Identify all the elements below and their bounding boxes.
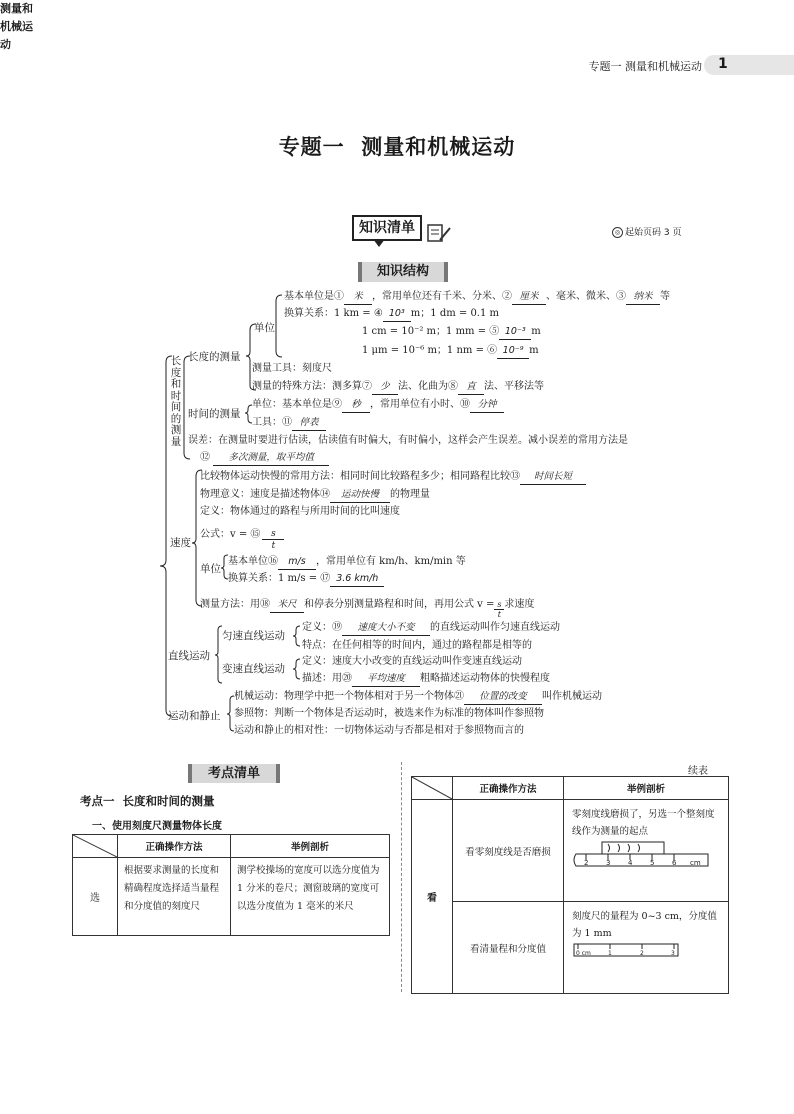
leaf-speed-compare: 比较物体运动快慢的常用方法：相同时间比较路程多少；相同路程比较⑬ 时间长短 — [200, 470, 586, 485]
corner-diagonal — [412, 777, 452, 799]
node-motion-rest: 运动和静止 — [168, 710, 221, 722]
leaf-reference-object: 参照物：判断一个物体是否运动时，被选来作为标准的物体叫作参照物 — [234, 708, 544, 719]
row-label-look: 看 — [412, 800, 453, 994]
corner-diagonal — [73, 835, 117, 857]
ruler1-tick-3: 3 — [606, 859, 611, 867]
leaf-speed-measure: 测量方法：用⑱ 米尺 和停表分别测量路程和时间，再用公式 v = s t 求速度 — [200, 599, 535, 619]
table2-header-example: 举例剖析 — [564, 777, 729, 800]
node-length-time: 长度和时间的测量 — [170, 355, 182, 448]
leaf-error-answer: ⑫ 多次测量，取平均值 — [200, 451, 329, 466]
continued-label: 续表 — [688, 766, 708, 777]
node-uniform-motion: 匀速直线运动 — [222, 630, 285, 642]
table2-r2-example: 刻度尺的量程为 0~3 cm，分度值为 1 mm — [572, 911, 717, 939]
table2-corner — [412, 777, 453, 800]
leaf-speed-meaning: 物理意义：速度是描述物体⑭ 运动快慢 的物理量 — [200, 488, 430, 503]
table-ruler-select — [72, 834, 390, 936]
node-time-measure: 时间的测量 — [188, 408, 241, 420]
leaf-variable-definition: 定义：速度大小改变的直线运动叫作变速直线运动 — [302, 656, 522, 667]
table-cell-method: 根据要求测量的长度和精确程度选择适当量程和分度值的刻度尺 — [118, 858, 231, 936]
worn-ruler-figure — [572, 840, 712, 874]
knowledge-list-badge: 知识清单 — [352, 215, 422, 241]
leaf-mechanical-motion: 机械运动：物理学中把一个物体相对于另一个物体㉑ 位置的改变 叫作机械运动 — [234, 690, 602, 705]
subsection-heading: 一、使用刻度尺测量物体长度 — [92, 821, 222, 832]
page-reference: ◎ 起始页码 3 页 — [612, 225, 681, 238]
range-ruler-figure — [572, 942, 702, 962]
leaf-relativity: 运动和静止的相对性：一切物体运动与否都是相对于参照物而言的 — [234, 725, 524, 736]
leaf-variable-description: 描述：用⑳ 平均速度 粗略描述运动物体的快慢程度 — [302, 672, 550, 687]
ruler2-tick-3: 3 — [671, 950, 675, 957]
running-header: 专题一 测量和机械运动 — [588, 60, 702, 73]
ruler1-tick-6: 6 — [672, 859, 677, 867]
leaf-speed-definition: 定义：物体通过的路程与所用时间的比叫速度 — [200, 506, 400, 517]
node-variable-motion: 变速直线运动 — [222, 663, 285, 675]
node-length-measure: 长度的测量 — [188, 351, 241, 363]
exam-points-banner: 考点清单 — [188, 764, 280, 783]
node-speed: 速度 — [170, 537, 191, 549]
node-linear-motion: 直线运动 — [168, 650, 210, 662]
ruler2-tick-1: 1 — [608, 950, 612, 957]
leaf-speed-base-unit: 基本单位⑯ m/s ，常用单位有 km/h、km/min 等 — [228, 555, 466, 570]
node-speed-unit: 单位 — [200, 563, 221, 575]
leaf-time-unit: 单位：基本单位是⑨ 秒 ，常用单位有小时、⑩ 分钟 — [252, 398, 504, 413]
node-unit: 单位 — [254, 322, 275, 334]
ruler1-tick-4: 4 — [628, 859, 633, 867]
table2-r1-example-cell — [564, 800, 729, 902]
leaf-uniform-definition: 定义：⑲ 速度大小不变 的直线运动叫作匀速直线运动 — [302, 621, 560, 636]
row-label: 选 — [73, 858, 118, 936]
leaf-uniform-feature: 特点：在任何相等的时间内，通过的路程都是相等的 — [302, 640, 532, 651]
table-header-method: 正确操作方法 — [118, 835, 231, 858]
table-header-example: 举例剖析 — [231, 835, 390, 858]
ruler1-tick-2: 2 — [584, 859, 589, 867]
leaf-conversion-2: 1 cm = 10⁻² m；1 mm = ⑤ 10⁻³ m — [362, 325, 541, 340]
ruler1-unit: cm — [690, 859, 701, 867]
ruler2-tick-2: 2 — [640, 950, 644, 957]
table2-header-method: 正确操作方法 — [453, 777, 564, 800]
page-title: 专题一 测量和机械运动 — [278, 135, 516, 159]
table2-r2-example-cell — [564, 902, 729, 994]
ruler1-tick-5: 5 — [650, 859, 655, 867]
table2-r2-method: 看清量程和分度值 — [453, 902, 564, 994]
table2-r1-example: 零刻度线磨损了，另选一个整刻度线作为测量的起点 — [572, 809, 715, 837]
table2-r1-method: 看零刻度线是否磨损 — [453, 800, 564, 902]
leaf-time-tool: 工具：⑪ 停表 — [252, 416, 326, 431]
leaf-tool: 测量工具：刻度尺 — [252, 363, 332, 374]
leaf-base-unit: 基本单位是① 米 ，常用单位还有千米、分米、② 厘米 、毫米、微米、③ 纳米 等 — [284, 290, 670, 305]
tree-root: 测量和机械运动 — [0, 2, 33, 51]
ruler2-tick-0: 0 cm — [576, 950, 591, 957]
table-ruler-check — [411, 776, 729, 994]
page-number: 1 — [718, 56, 728, 72]
leaf-conversion-1: 换算关系：1 km = ④ 10³ m；1 dm = 0.1 m — [284, 307, 499, 322]
exam-point-heading: 考点一 长度和时间的测量 — [80, 794, 215, 808]
knowledge-structure-banner: 知识结构 — [358, 262, 448, 282]
leaf-speed-formula: 公式：v = ⑮ s t — [200, 528, 284, 542]
leaf-speed-conversion: 换算关系：1 m/s = ⑰ 3.6 km/h — [228, 572, 384, 587]
table-corner — [73, 835, 118, 858]
leaf-error: 误差：在测量时要进行估读，估读值有时偏大，有时偏小，这样会产生误差。减小误差的常用方法是 — [188, 435, 628, 446]
column-divider — [401, 762, 402, 992]
leaf-special-method: 测量的特殊方法：测多算⑦ 少 法、化曲为⑧ 直 法、平移法等 — [252, 380, 544, 395]
page-ref-icon: ◎ — [612, 227, 623, 238]
leaf-conversion-3: 1 μm = 10⁻⁶ m；1 nm = ⑥ 10⁻⁹ m — [362, 344, 539, 359]
table-cell-example: 测学校操场的宽度可以选分度值为 1 分米的卷尺；测窗玻璃的宽度可以选分度值为 1 毫米的米尺 — [231, 858, 390, 936]
